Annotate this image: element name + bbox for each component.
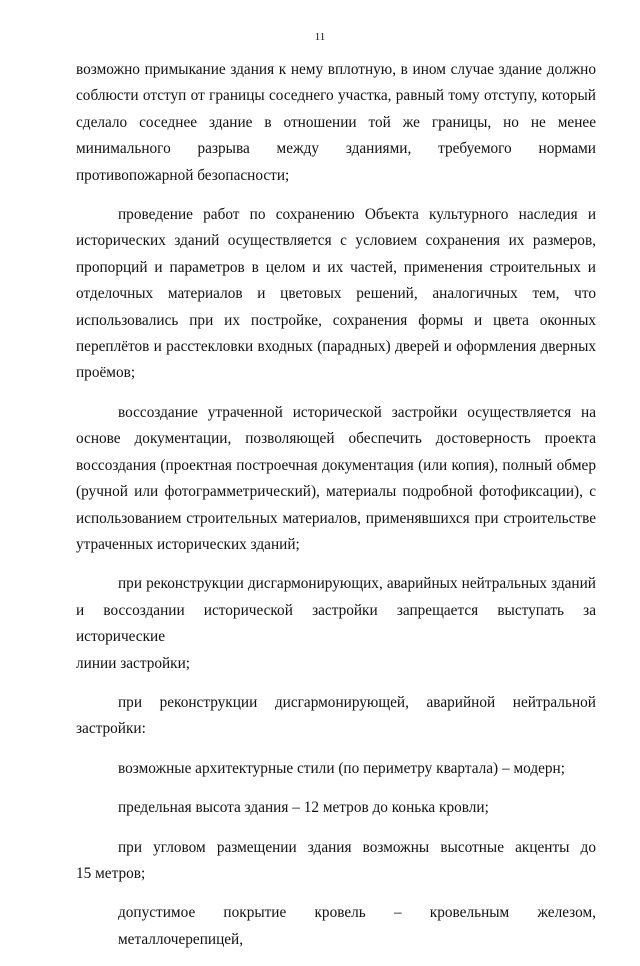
text-line: воссоздание утраченной исторической застройки осуществляется на bbox=[118, 403, 596, 421]
text-line: линии застройки; bbox=[76, 654, 191, 672]
text-line: возможно примыкание здания к нему вплотную, в ином случае здание должно bbox=[76, 61, 596, 78]
text-line: пропорций и параметров в целом и их частей, применения строительных и bbox=[76, 258, 596, 276]
paragraph-6 bbox=[76, 756, 596, 782]
text-line: (ручной или фотограмметрический), материалы подробной фотофиксации), с bbox=[76, 483, 596, 501]
page-number: 11 bbox=[314, 31, 326, 43]
paragraph-9 bbox=[76, 900, 596, 953]
text-line: переплётов и расстекловки входных (парадных) дверей и оформления дверных bbox=[76, 338, 596, 356]
text-line: возможные архитектурные стили (по периметру квартала) – модерн; bbox=[118, 759, 565, 777]
paragraph-7 bbox=[76, 795, 596, 821]
document-body bbox=[76, 57, 596, 966]
paragraph-3 bbox=[76, 400, 596, 558]
text-line: противопожарной безопасности; bbox=[76, 166, 290, 184]
text-line: проведение работ по сохранению Объекта культурного наследия и bbox=[118, 206, 596, 224]
text-line: 15 метров; bbox=[76, 864, 146, 882]
paragraph-8 bbox=[76, 835, 596, 888]
text-line: и воссоздании исторической застройки запрещается выступать за исторические bbox=[76, 601, 596, 646]
text-line: застройки: bbox=[76, 720, 146, 738]
text-line: воссоздания (проектная построечная документация (или копия), полный обмер bbox=[76, 456, 596, 474]
text-line: минимального разрыва между зданиями, требуемого нормами bbox=[76, 140, 596, 158]
paragraph-2 bbox=[76, 202, 596, 387]
paragraph-4 bbox=[76, 571, 596, 677]
text-line: допустимое покрытие кровель – кровельным железом, металлочерепицей, bbox=[118, 904, 596, 948]
paragraph-5 bbox=[76, 690, 596, 743]
text-line: сделало соседнее здание в отношении той же границы, но не менее bbox=[76, 113, 596, 131]
text-line: утраченных исторических зданий; bbox=[76, 535, 300, 553]
text-line: предельная высота здания – 12 метров до конька кровли; bbox=[118, 799, 489, 817]
text-line: проёмов; bbox=[76, 364, 136, 382]
text-line: исторических зданий осуществляется с условием сохранения их размеров, bbox=[76, 232, 596, 250]
paragraph-1 bbox=[76, 57, 596, 189]
text-line: использованием строительных материалов, применявшихся при строительстве bbox=[76, 509, 596, 527]
text-line: при угловом размещении здания возможны высотные акценты до bbox=[118, 838, 596, 856]
text-line: основе документации, позволяющей обеспечить достоверность проекта bbox=[76, 430, 596, 448]
text-line: при реконструкции дисгармонирующих, аварийных нейтральных зданий bbox=[118, 575, 596, 593]
text-line: использовались при их постройке, сохранения формы и цвета оконных bbox=[76, 311, 596, 329]
text-line: отделочных материалов и цветовых решений, аналогичных тем, что bbox=[76, 285, 596, 303]
text-line: при реконструкции дисгармонирующей, аварийной нейтральной bbox=[118, 693, 596, 711]
text-line: соблюсти отступ от границы соседнего участка, равный тому отступу, который bbox=[76, 87, 596, 105]
